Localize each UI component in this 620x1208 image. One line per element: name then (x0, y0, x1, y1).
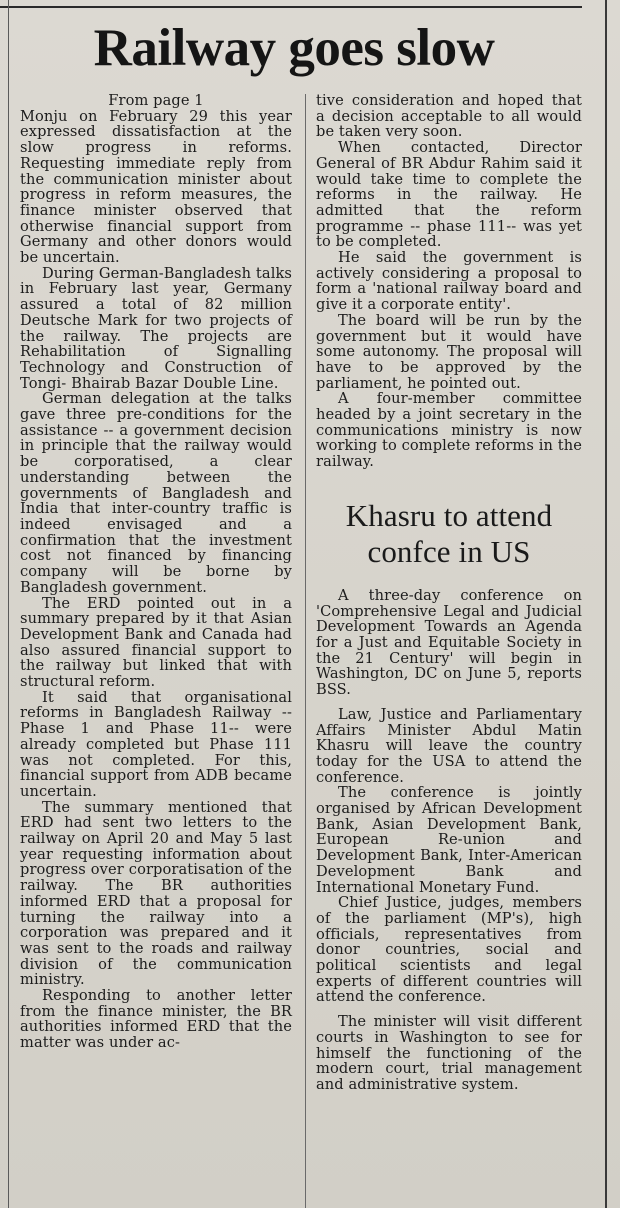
top-rule (0, 6, 582, 8)
sub-headline-line: Khasru to attend (345, 497, 553, 533)
paragraph: A four-member committee headed by a joint secretary in the communications ministry is now working to complete reforms in the railway. (316, 390, 582, 471)
paragraph: Responding to another letter from the finance minister, the BR authorities informed ERD that the matter was under ac- (20, 987, 292, 1052)
paragraph: The minister will visit different courts in Washington to see for himself the functioning of the modern court, trial management and administrative system. (316, 1013, 582, 1093)
paragraph: During German-Bangladesh talks in February last year, Germany assured a total of 82 million Deutsche Mark for two projects of the railway. The projects are Rehabilitation of Signalling Technology and Construction of Tongi- Bhairab Bazar Double Line. (20, 264, 292, 392)
from-page-label: From page 1 (108, 92, 204, 109)
right-edge-rule (605, 0, 607, 1208)
paragraph: Monju on February 29 this year expressed dissatisfaction at the slow progress in reforms. Requesting immediate reply from the communication minister about progress in reform measures, the finance minister observed that otherwise financial support from Germany and other donors would be uncertain. (20, 107, 292, 267)
paragraph: Chief Justice, judges, members of the parliament (MP's), high officials, representatives from donor countries, social and political scientists and legal experts of different countries will attend the conference. (316, 894, 582, 1006)
right-column (316, 93, 582, 1093)
paragraph: The summary mentioned that ERD had sent two letters to the railway on April 20 and May 5 last year requesting information about progress over corporatisation of the railway. The BR authorities informed ERD that a proposal for turning the railway into a corporation was prepared and it was sent to the roads and railway division of the communication ministry. (20, 798, 292, 989)
second-article-headline (316, 498, 582, 570)
left-column-rule (8, 0, 9, 1208)
paragraph: Law, Justice and Parliamentary Affairs Minister Abdul Matin Khasru will leave the country today for the USA to attend the conference. (316, 705, 582, 786)
article-headline: Railway goes slow (93, 19, 495, 77)
sub-headline-line: confce in US (367, 533, 531, 569)
column-divider (305, 94, 306, 1208)
paragraph: He said the government is actively considering a proposal to form a 'national railway board and give it a corporate entity'. (316, 249, 582, 314)
paragraph: It said that organisational reforms in Bangladesh Railway --Phase 1 and Phase 11-- were already completed but Phase 111 was not completed. For this, financial support from ADB became uncertain. (20, 688, 292, 800)
paragraph: The board will be run by the government but it would have some autonomy. The proposal will have to be approved by the parliament, he pointed out. (316, 311, 582, 392)
left-column (20, 93, 292, 1051)
paragraph: The ERD pointed out in a summary prepared by it that Asian Development Bank and Canada had also assured financial support to the railway but linked that with structural reform. (20, 594, 292, 691)
paragraph: A three-day conference on 'Comprehensive Legal and Judicial Development Towards an Agenda for a Just and Equitable Society in the 21 Century' will begin in Washington, DC on June 5, reports BSS. (316, 586, 582, 699)
paragraph: tive consideration and hoped that a decision acceptable to all would be taken very soon. (316, 92, 582, 141)
paragraph: When contacted, Director General of BR Abdur Rahim said it would take time to complete the reforms in the railway. He admitted that the reform programme -- phase 111-- was yet to be completed. (316, 139, 582, 251)
paragraph: The conference is jointly organised by African Development Bank, Asian Development Bank, European Re-union and Development Bank, Inter-American Development Bank and International Monetary Fund. (316, 784, 582, 896)
paragraph: German delegation at the talks gave three pre-conditions for the assistance -- a government decision in principle that the railway would be corporatised, a clear understanding between the governments of Bangladesh and India that inter-country traffic is indeed envisaged and a confirmation that the investment cost not financed by financing company will be borne by Bangladesh government. (20, 390, 292, 596)
